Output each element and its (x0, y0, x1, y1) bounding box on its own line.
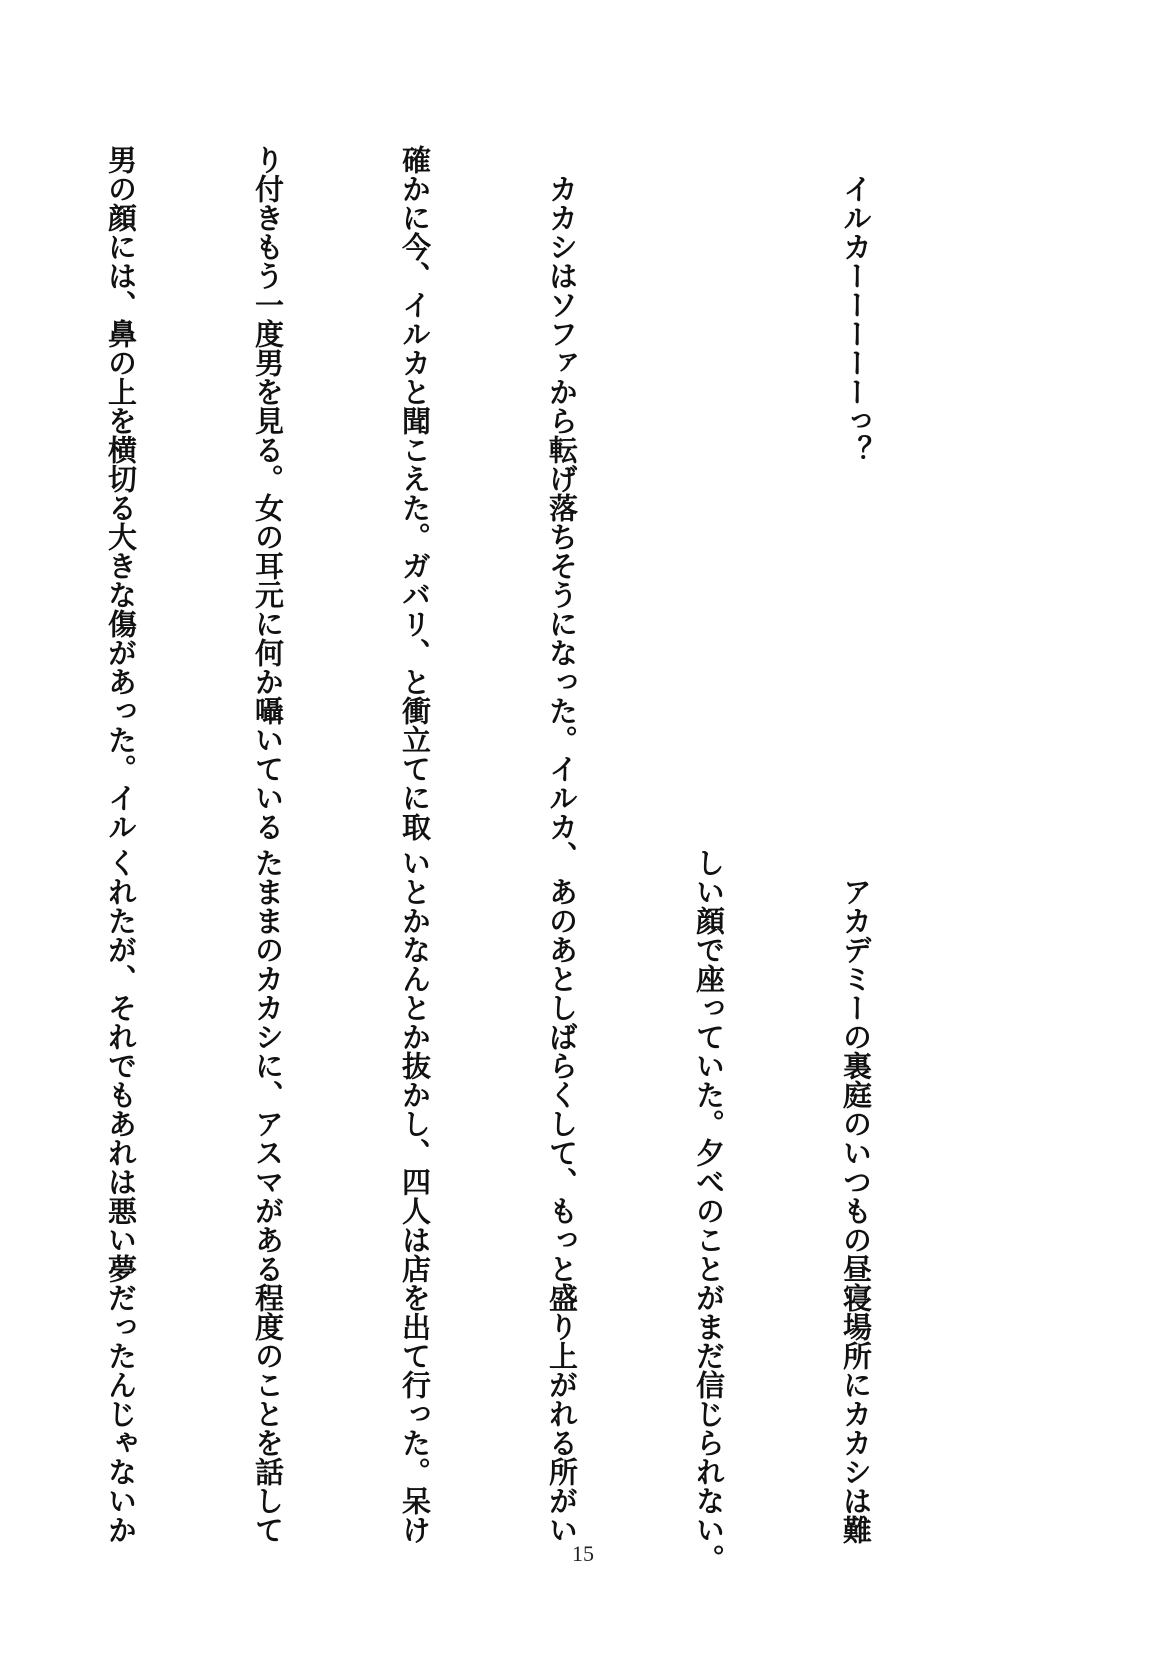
text-line: くれたが、それでもあれは悪い夢だったんじゃないか (104, 848, 138, 1544)
page-number: 15 (572, 1541, 594, 1566)
text-line: カカシはソファから転げ落ちそうになった。イルカ、 (545, 145, 579, 870)
text-line (684, 145, 733, 785)
text-line: 確かに今、イルカと聞こえた。ガバリ、と衝立てに取 (398, 145, 432, 841)
text-line: アカデミーの裏庭のいつもの昼寝場所にカカシは難 (839, 848, 873, 1544)
text-line: たままのカカシに、アスマがある程度のことを話して (251, 848, 285, 1544)
top-text-block (0, 145, 978, 870)
text-line: り付きもう一度男を見る。女の耳元に何か囁いている (251, 145, 285, 841)
text-line: いとかなんとか抜かし、四人は店を出て行った。呆け (398, 848, 432, 1544)
text-line: 男の顔には、鼻の上を横切る大きな傷があった。イル (104, 145, 138, 841)
text-line: イルカーーーーーっ？ (839, 145, 873, 464)
text-line: あのあとしばらくして、もっと盛り上がれる所がい (545, 848, 579, 1544)
text-line: しい顔で座っていた。夕べのことがまだ信じられない。 (692, 848, 726, 1573)
